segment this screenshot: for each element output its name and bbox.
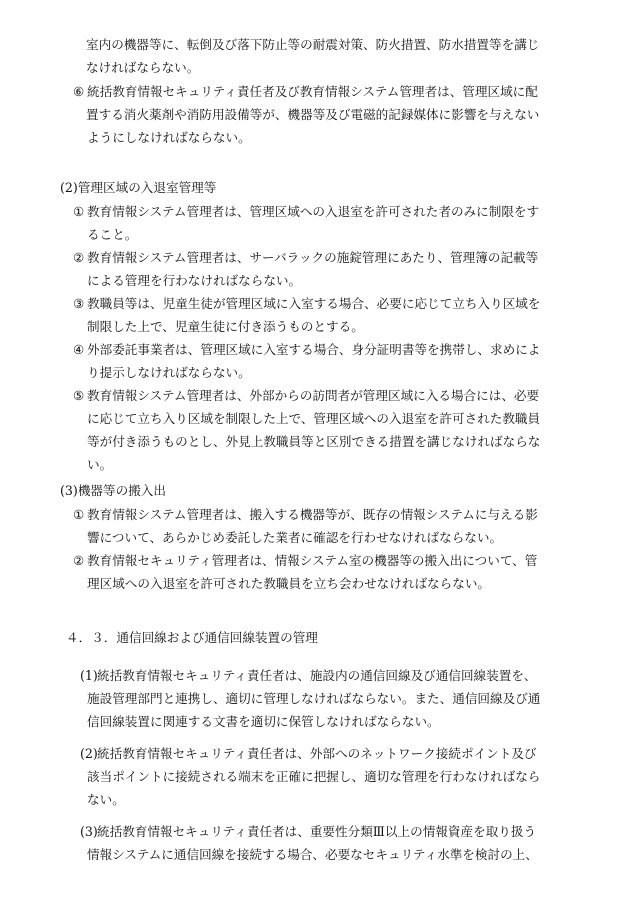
item-line: 教職員等は、児童生徒が管理区域に入室する場合、必要に応じて立ち入り区域を: [87, 296, 541, 311]
continuation-line-2: なければならない。: [86, 60, 200, 75]
section-heading-2: (2)管理区域の入退室管理等: [60, 180, 217, 195]
item-line: 信回線装置に関連する文書を適切に保管しなければならない。: [87, 714, 440, 729]
item-line: 教育情報システム管理者は、サーバラックの施錠管理にあたり、管理簿の記載等: [87, 250, 539, 265]
item-line: ようにしなければならない。: [87, 130, 251, 145]
item-line: 教育情報セキュリティ管理者は、情報システム室の機器等の搬入出について、管: [87, 553, 538, 568]
item-line: に応じて立ち入り区域を制限した上で、管理区域への入退室を許可された教職員: [87, 411, 541, 426]
item-number: (3): [80, 824, 98, 839]
item-line: 施設管理部門と連携し、適切に管理しなければならない。また、通信回線及び通: [87, 691, 541, 706]
item-line: 統括教育情報セキュリティ責任者及び教育情報システム管理者は、管理区域に配: [87, 84, 538, 99]
item-line: 該当ポイントに接続される端末を正確に把握し、適切な管理を行わなければなら: [87, 769, 541, 784]
continuation-line-1: 室内の機器等に、転倒及び落下防止等の耐震対策、防火措置、防水措置等を講じ: [86, 37, 540, 52]
item-number: (2): [80, 746, 98, 761]
item-number: ⑥: [73, 84, 85, 99]
item-line: い。: [87, 457, 113, 472]
item-line: り提示しなければならない。: [87, 365, 251, 380]
item-number: ②: [73, 553, 85, 568]
item-number: ⑤: [73, 388, 85, 403]
item-line: 情報システムに通信回線を接続する場合、必要なセキュリティ水準を検討の上、: [87, 847, 538, 862]
item-line: 等が付き添うものとし、外見上教職員等と区別できる措置を講じなければならな: [87, 434, 541, 449]
item-number: ④: [73, 342, 85, 357]
item-line: 教育情報システム管理者は、外部からの訪問者が管理区域に入る場合には、必要: [87, 388, 540, 403]
item-line: 統括教育情報セキュリティ責任者は、施設内の通信回線及び通信回線装置を、: [97, 668, 537, 683]
item-number: ②: [73, 250, 85, 265]
item-line: ない。: [87, 792, 125, 807]
item-number: ①: [73, 507, 85, 522]
item-number: ①: [73, 204, 85, 219]
item-number: ③: [73, 296, 85, 311]
item-line: 理区域への入退室を許可された教職員を立ち会わせなければならない。: [87, 576, 490, 591]
item-line: 置する消火薬剤や消防用設備等が、機器等及び電磁的記録媒体に影響を与えない: [86, 107, 540, 122]
item-line: 外部委託事業者は、管理区域に入室する場合、身分証明書等を携帯し、求めによ: [87, 342, 541, 357]
item-number: (1): [80, 668, 98, 683]
section-heading-3: (3)機器等の搬入出: [60, 483, 166, 498]
item-line: 教育情報システム管理者は、搬入する機器等が、既存の情報システムに与える影: [87, 507, 538, 522]
item-line: ること。: [87, 227, 138, 242]
item-line: 教育情報システム管理者は、管理区域への入退室を許可された者のみに制限をす: [87, 204, 540, 219]
section-heading-4-3: ４．３．通信回線および通信回線装置の管理: [66, 630, 318, 645]
item-line: 制限した上で、児童生徒に付き添うものとする。: [87, 319, 364, 334]
item-line: 響について、あらかじめ委託した業者に確認を行わせなければならない。: [87, 530, 503, 545]
item-line: による管理を行わなければならない。: [87, 273, 302, 288]
item-line: 統括教育情報セキュリティ責任者は、外部へのネットワーク接続ポイント及び: [97, 746, 537, 761]
item-line: 統括教育情報セキュリティ責任者は、重要性分類Ⅲ以上の情報資産を取り扱う: [97, 824, 537, 839]
